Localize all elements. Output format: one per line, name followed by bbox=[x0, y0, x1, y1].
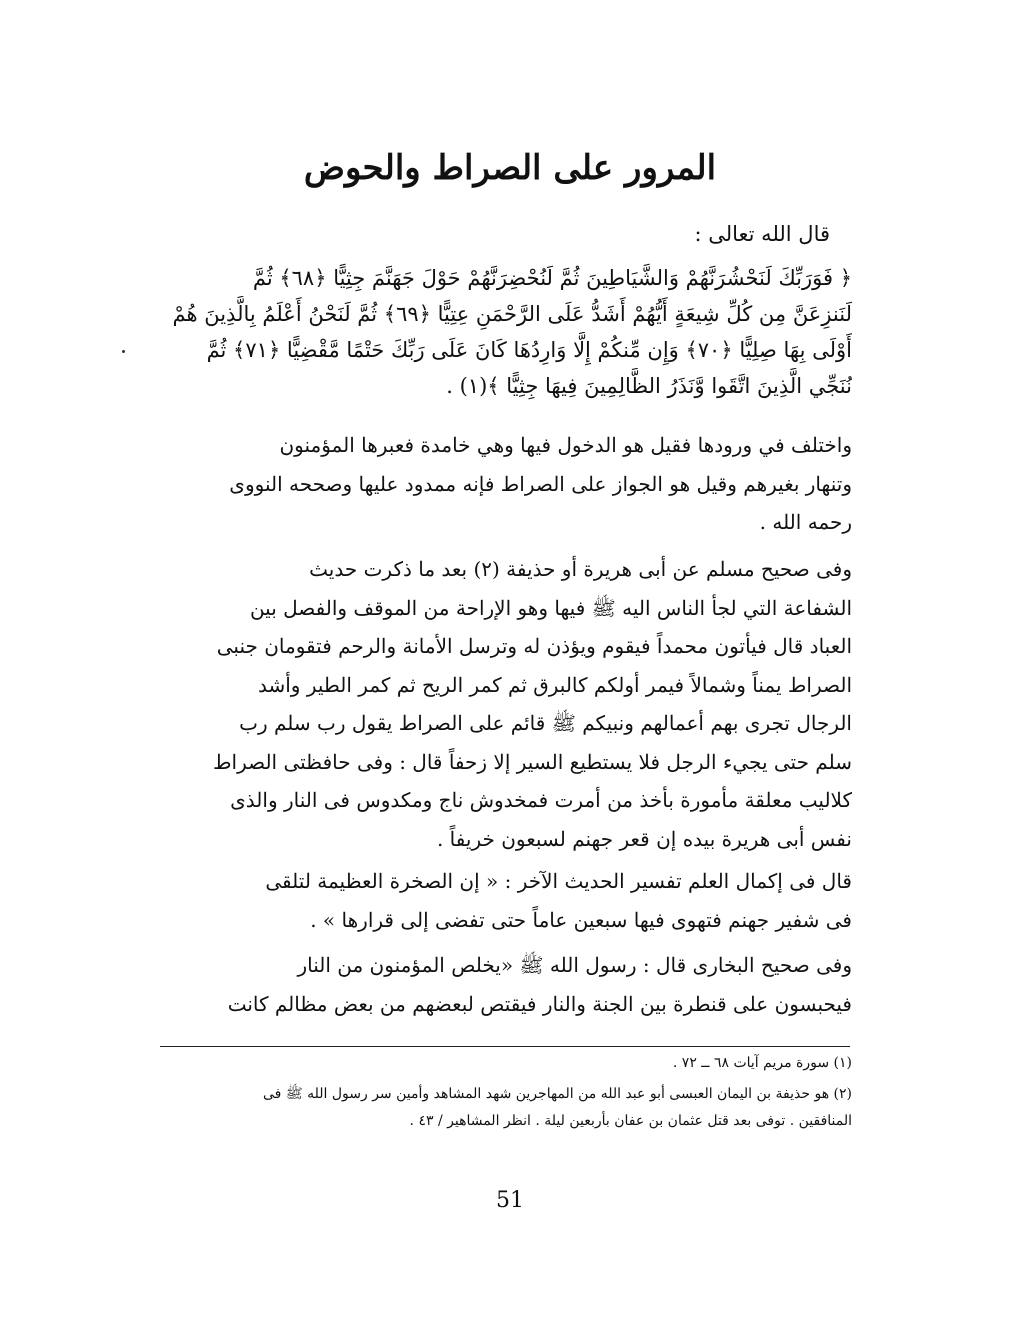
paragraph-line: نفس أبى هريرة بيده إن قعر جهنم لسبعون خريفاً . bbox=[436, 826, 852, 851]
paragraph-line: الصراط يمناً وشمالاً فيمر أولكم كالبرق ثم كمر الريح ثم كمر الطير وأشد bbox=[257, 672, 852, 697]
paragraph-line: واختلف في ورودها فقيل هو الدخول فيها وهي خامدة فعبرها المؤمنون bbox=[279, 433, 852, 457]
paragraph-line: الشفاعة التي لجأ الناس اليه ﷺ فيها وهو الإراحة من الموقف والفصل بين bbox=[249, 595, 852, 620]
footnote-separator bbox=[160, 1046, 850, 1047]
page-number: 51 bbox=[496, 1188, 524, 1213]
verse-line: ﴿ فَوَرَبِّكَ لَنَحْشُرَنَّهُمْ وَالشَّيَاطِينَ ثُمَّ لَنُحْضِرَنَّهُمْ حَوْلَ جَهَنَّمَ جِثِيًّا ﴿٦٨﴾ ثُمَّ bbox=[252, 266, 852, 290]
page-title: المرور على الصراط والحوض bbox=[303, 148, 717, 188]
footnote-2: (٢) هو حذيفة بن اليمان العبسى أبو عبد الله من المهاجرين شهد المشاهد وأمين سر رسول الله ﷺ فى bbox=[262, 1086, 852, 1102]
paragraph-line: سلم حتى يجيء الرجل فلا يستطيع السير إلا زحفاً قال : وفى حافظتى الصراط bbox=[213, 749, 852, 774]
footnote-2-continued: المنافقين . توفى بعد قتل عثمان بن عفان بأربعين ليلة . انظر المشاهير / ٤٣ . bbox=[409, 1113, 852, 1129]
verse-line: أَوْلَى بِهَا صِلِيًّا ﴿٧٠﴾ وَإِن مِّنكُمْ إِلَّا وَارِدُهَا كَانَ عَلَى رَبِّكَ حَتْمًا مَّقْضِيًّا ﴿٧١﴾ ثُمَّ bbox=[206, 338, 852, 362]
verse-line: لَنَنزِعَنَّ مِن كُلِّ شِيعَةٍ أَيُّهُمْ أَشَدُّ عَلَى الرَّحْمَنِ عِتِيًّا ﴿٦٩﴾ ثُمَّ لَنَحْنُ أَعْلَمُ بِالَّذِينَ هُمْ bbox=[172, 302, 852, 326]
verse-line: نُنَجِّي الَّذِينَ اتَّقَوا وَّنَذَرُ الظَّالِمِينَ فِيهَا جِثِيًّا ﴾(١) . bbox=[446, 374, 852, 398]
paragraph-sahih-muslim bbox=[160, 550, 852, 858]
paragraph-line: وتنهار بغيرهم وقيل هو الجواز على الصراط فإنه ممدود عليها وصححه النووى bbox=[229, 471, 852, 496]
paragraph-line: الرجال تجرى بهم أعمالهم ونبيكم ﷺ قائم على الصراط يقول رب سلم رب bbox=[239, 711, 852, 735]
scan-speck bbox=[122, 350, 125, 353]
paragraph-ikmal bbox=[160, 862, 852, 939]
footnote-1: (١) سورة مريم آيات ٦٨ ــ ٧٢ . bbox=[672, 1055, 852, 1071]
paragraph-line: قال فى إكمال العلم تفسير الحديث الآخر : « إن الصخرة العظيمة لتلقى bbox=[265, 869, 852, 893]
paragraph-line: وفى صحيح مسلم عن أبى هريرة أو حذيفة (٢) بعد ما ذكرت حديث bbox=[309, 557, 852, 581]
quran-verse bbox=[160, 260, 852, 404]
paragraph-line: رحمه الله . bbox=[759, 510, 852, 534]
paragraph-line: وفى صحيح البخارى قال : رسول الله ﷺ «يخلص المؤمنون من النار bbox=[297, 953, 852, 977]
paragraph-line: فيحبسون على قنطرة بين الجنة والنار فيقتص لبعضهم من بعض مظالم كانت bbox=[227, 991, 852, 1016]
paragraph-line: فى شفير جهنم فتهوى فيها سبعين عاماً حتى تفضى إلى قرارها » . bbox=[310, 907, 852, 932]
paragraph-bukhari bbox=[160, 946, 852, 1023]
paragraph-line: العباد قال فيأتون محمداً فيقوم ويؤذن له وترسل الأمانة والرحم فتقومان جنبى bbox=[216, 634, 852, 658]
paragraph-line: كلاليب معلقة مأمورة بأخذ من أمرت فمخدوش ناج ومكدوس فى النار والذى bbox=[230, 788, 852, 812]
intro-text: قال الله تعالى : bbox=[694, 222, 830, 246]
paragraph-ikhtilaf bbox=[160, 426, 852, 542]
